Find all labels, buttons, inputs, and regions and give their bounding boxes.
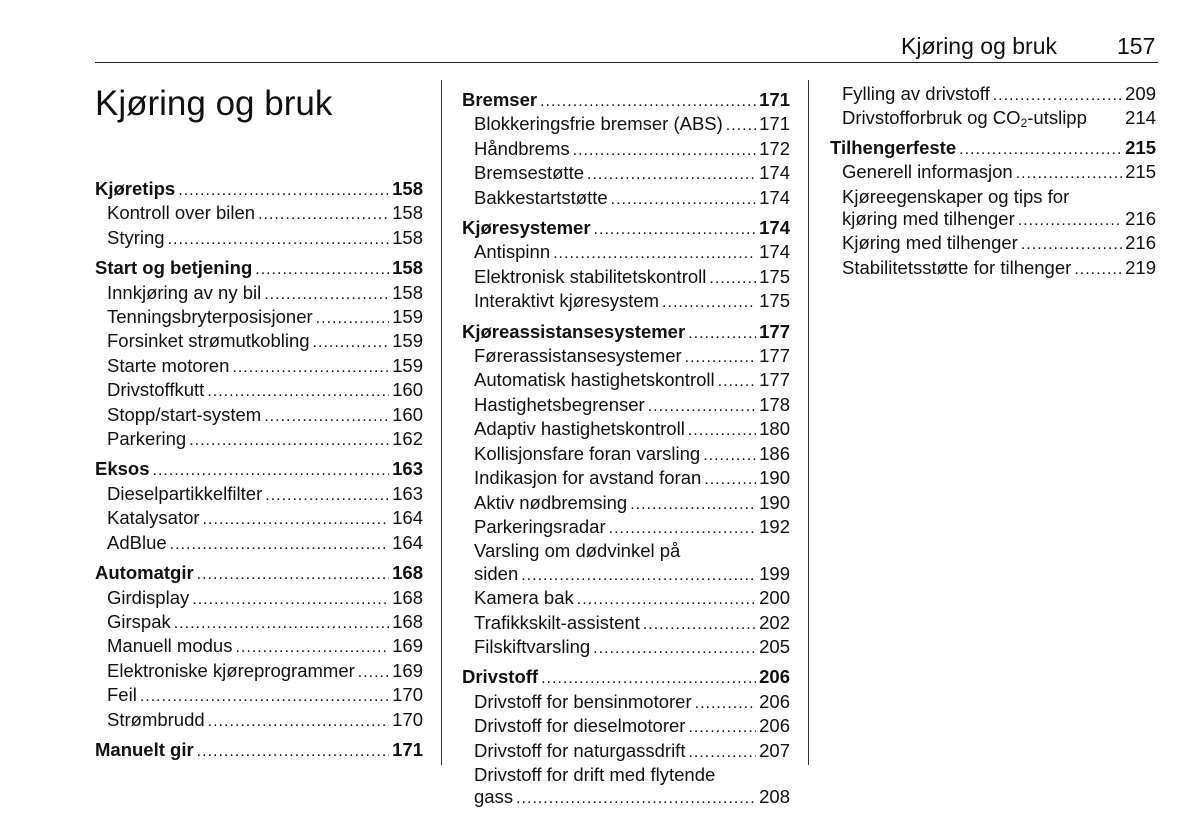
- toc-entry[interactable]: [462, 162, 790, 186]
- toc-entry-page: 171: [759, 113, 790, 135]
- dot-leader: [168, 229, 390, 251]
- toc-section-heading-label: Eksos: [95, 458, 150, 480]
- toc-entry[interactable]: [95, 660, 423, 684]
- toc-entry-label: Generell informasjon: [842, 161, 1013, 183]
- toc-section-heading[interactable]: [462, 321, 790, 345]
- toc-entry-page: 175: [759, 290, 790, 312]
- dot-leader: [718, 371, 757, 393]
- toc-entry-label: Bremsestøtte: [474, 162, 584, 184]
- toc-entry[interactable]: [95, 330, 423, 354]
- toc-entry-label: Varsling om dødvinkel på: [474, 540, 681, 562]
- toc-entry-label: Forsinket strømutkobling: [107, 330, 310, 352]
- toc-entry[interactable]: [830, 232, 1156, 256]
- dot-leader: [688, 420, 756, 442]
- toc-entry-label: Styring: [107, 226, 165, 248]
- toc-entry[interactable]: [95, 611, 423, 635]
- dot-leader: [258, 204, 389, 226]
- toc-entry-page: 159: [392, 306, 423, 328]
- dot-leader: [611, 189, 756, 211]
- toc-entry-page: 219: [1125, 256, 1156, 278]
- toc-entry-page: 174: [759, 162, 790, 184]
- toc-entry-page: 200: [759, 587, 790, 609]
- toc-entry-continuation[interactable]: [462, 786, 790, 810]
- toc-entry[interactable]: [462, 516, 790, 540]
- toc-section: [95, 739, 423, 763]
- toc-entry[interactable]: [95, 587, 423, 611]
- dot-leader: [140, 686, 389, 708]
- toc-section-heading-label: Tilhengerfeste: [830, 136, 957, 158]
- toc-column-1: [95, 178, 423, 769]
- dot-leader: [208, 711, 389, 733]
- dot-leader: [553, 243, 756, 265]
- toc-section: [95, 562, 423, 733]
- toc-entry-label: Strømbrudd: [107, 708, 205, 730]
- toc-entry-page: 178: [759, 393, 790, 415]
- dot-leader: [594, 219, 757, 241]
- toc-column-3: [830, 83, 1156, 287]
- toc-entry-page: 216: [1125, 232, 1156, 254]
- toc-entry-page: 205: [759, 635, 790, 657]
- toc-entry-label: Innkjøring av ny bil: [107, 281, 262, 303]
- toc-entry-page: 168: [392, 586, 423, 608]
- toc-section-heading[interactable]: [830, 137, 1156, 161]
- running-header-page-number: 157: [1117, 33, 1156, 59]
- dot-leader: [235, 637, 389, 659]
- toc-entry-page: 190: [759, 491, 790, 513]
- toc-entry-page: 207: [759, 739, 790, 761]
- toc-entry-label: Drivstofforbruk og $CO_2$-utslipp: [842, 107, 1087, 131]
- toc-entry[interactable]: [462, 394, 790, 418]
- toc-section-heading-page: 158: [392, 178, 423, 199]
- toc-section-heading[interactable]: [462, 89, 790, 113]
- toc-section: [462, 89, 790, 211]
- toc-section-heading-page: 163: [392, 458, 423, 480]
- toc-entry[interactable]: [462, 715, 790, 739]
- toc-entry-page: 164: [392, 507, 423, 529]
- toc-entry-continuation-page: 216: [1125, 208, 1156, 230]
- dot-leader: [630, 494, 756, 516]
- dot-leader: [192, 589, 389, 611]
- dot-leader: [704, 469, 756, 491]
- dot-leader: [593, 638, 756, 660]
- toc-entry[interactable]: [830, 186, 1156, 233]
- toc-section-heading-page: 171: [759, 89, 790, 110]
- toc-section: [462, 217, 790, 315]
- toc-entry[interactable]: [95, 202, 423, 226]
- dot-leader: [264, 406, 389, 428]
- column-divider: [808, 80, 809, 765]
- dot-leader: [688, 323, 756, 345]
- dot-leader: [540, 91, 756, 113]
- toc-entry-page: 169: [392, 635, 423, 657]
- toc-entry[interactable]: [462, 612, 790, 636]
- toc-entry-page: 170: [392, 684, 423, 706]
- toc-section-heading-page: 168: [392, 562, 423, 584]
- dot-leader: [726, 115, 756, 137]
- dot-leader: [170, 534, 389, 556]
- dot-leader: [609, 518, 757, 540]
- toc-section-heading[interactable]: [462, 217, 790, 241]
- toc-entry[interactable]: [95, 227, 423, 251]
- dot-leader: [1016, 163, 1122, 185]
- toc-entry-page: 206: [759, 690, 790, 712]
- toc-entry-page: 160: [392, 379, 423, 401]
- toc-entry-page: 174: [759, 241, 790, 263]
- dot-leader: [1018, 210, 1122, 232]
- toc-entry-label: Kollisjonsfare foran varsling: [474, 442, 701, 464]
- toc-section-heading-label: Drivstoff: [462, 666, 539, 688]
- toc-entry-label: Trafikkskilt-assistent: [474, 611, 640, 633]
- toc-section-heading[interactable]: [462, 666, 790, 690]
- dot-leader: [688, 742, 756, 764]
- toc-entry-page: 158: [392, 281, 423, 303]
- toc-entry-page: 163: [392, 482, 423, 504]
- toc-entry-label: Parkeringsradar: [474, 515, 606, 537]
- toc-entry-label: Fylling av drivstoff: [842, 83, 990, 104]
- toc-entry-label: Drivstoff for dieselmotorer: [474, 715, 686, 737]
- dot-leader: [1021, 234, 1122, 256]
- toc-section-heading-label: Kjøresystemer: [462, 217, 591, 239]
- toc-section-heading-label: Manuelt gir: [95, 738, 194, 760]
- toc-entry-label: Antispinn: [474, 241, 551, 263]
- toc-section-heading-page: 171: [392, 738, 423, 760]
- dot-leader: [358, 662, 389, 684]
- toc-entry[interactable]: [462, 740, 790, 764]
- dot-leader: [643, 614, 756, 636]
- toc-entry-page: 214: [1125, 107, 1156, 129]
- toc-entry[interactable]: [462, 345, 790, 369]
- toc-section-heading-label: Automatgir: [95, 562, 194, 584]
- toc-section: [95, 178, 423, 251]
- toc-section-heading-label: Kjøreassistansesystemer: [462, 320, 686, 342]
- toc-entry-label: Katalysator: [107, 507, 200, 529]
- toc-section: [95, 458, 423, 556]
- toc-entry[interactable]: [462, 764, 790, 811]
- toc-entry-page: 202: [759, 611, 790, 633]
- toc-entry-label: AdBlue: [107, 531, 167, 553]
- toc-entry[interactable]: [830, 107, 1156, 131]
- dot-leader: [685, 347, 756, 369]
- dot-leader: [197, 564, 389, 586]
- toc-entry-label: Girdisplay: [107, 586, 190, 608]
- toc-entry-page: 172: [759, 137, 790, 159]
- toc-entry[interactable]: [95, 355, 423, 379]
- toc-entry[interactable]: [95, 483, 423, 507]
- toc-entry[interactable]: [462, 187, 790, 211]
- toc-entry-label: Indikasjon for avstand foran: [474, 467, 702, 489]
- toc-entry[interactable]: [830, 161, 1156, 185]
- dot-leader: [255, 259, 389, 281]
- toc-entry[interactable]: [462, 492, 790, 516]
- toc-entry-label: Drivstoffkutt: [107, 379, 205, 401]
- dot-leader: [662, 292, 756, 314]
- column-divider: [441, 80, 442, 765]
- toc-entry-label: Starte motoren: [107, 354, 230, 376]
- toc-entry-page: 209: [1125, 83, 1156, 104]
- dot-leader: [189, 430, 389, 452]
- toc-entry-continuation-label: gass: [474, 786, 514, 808]
- toc-entry[interactable]: [95, 507, 423, 531]
- toc-entry-label: Kontroll over bilen: [107, 202, 256, 224]
- toc-entry-label: Aktiv nødbremsing: [474, 491, 628, 513]
- toc-entry-label: Drivstoff for drift med flytende: [474, 763, 716, 785]
- toc-section-heading-label: Start og betjening: [95, 257, 253, 279]
- dot-leader: [959, 139, 1122, 161]
- toc-entry-page: 169: [392, 659, 423, 681]
- toc-entry[interactable]: [462, 691, 790, 715]
- toc-entry-label: Filskiftvarsling: [474, 635, 591, 657]
- toc-entry[interactable]: [462, 540, 790, 587]
- toc-entry[interactable]: [462, 369, 790, 393]
- toc-entry[interactable]: [462, 636, 790, 660]
- toc-section-heading[interactable]: [95, 739, 423, 763]
- toc-entry[interactable]: [462, 241, 790, 265]
- dot-leader: [709, 268, 756, 290]
- toc-entry-label: Stopp/start-system: [107, 403, 262, 425]
- toc-entry-label: Manuell modus: [107, 635, 233, 657]
- dot-leader: [541, 668, 756, 690]
- dot-leader: [573, 140, 756, 162]
- toc-entry-label: Drivstoff for bensinmotorer: [474, 690, 692, 712]
- toc-entry-continuation-page: 199: [759, 562, 790, 584]
- toc-entry-label: Elektronisk stabilitetskontroll: [474, 265, 707, 287]
- toc-entry[interactable]: [462, 290, 790, 314]
- dot-leader: [688, 717, 756, 739]
- toc-entry-continuation[interactable]: [462, 563, 790, 587]
- toc-section-heading[interactable]: [95, 458, 423, 482]
- toc-entry[interactable]: [462, 467, 790, 491]
- dot-leader: [648, 396, 756, 418]
- dot-leader: [178, 180, 389, 202]
- toc-entry-label: Tenningsbryterposisjoner: [107, 306, 313, 328]
- toc-entry-label: Førerassistansesystemer: [474, 345, 682, 367]
- dot-leader: [232, 357, 389, 379]
- toc-entry[interactable]: [462, 587, 790, 611]
- toc-entry[interactable]: [462, 113, 790, 137]
- toc-entry-label: Håndbrems: [474, 137, 570, 159]
- toc-entry-continuation-label: kjøring med tilhenger: [842, 208, 1015, 230]
- toc-entry[interactable]: [95, 379, 423, 403]
- toc-entry-page: 186: [759, 442, 790, 464]
- toc-entry[interactable]: [830, 257, 1156, 281]
- page-title: Kjøring og bruk: [95, 84, 333, 123]
- toc-entry-label: Interaktivt kjøresystem: [474, 290, 660, 312]
- dot-leader: [265, 485, 389, 507]
- toc-section-heading-label: Bremser: [462, 89, 538, 110]
- toc-entry-page: 175: [759, 265, 790, 287]
- toc-entry-label: Hastighetsbegrenser: [474, 393, 645, 415]
- toc-entry[interactable]: [95, 306, 423, 330]
- toc-section-heading[interactable]: [95, 178, 423, 202]
- toc-entry-label: Girspak: [107, 610, 171, 632]
- toc-entry[interactable]: [95, 404, 423, 428]
- toc-section: [95, 257, 423, 452]
- toc-section-heading[interactable]: [95, 562, 423, 586]
- toc-entry-page: 177: [759, 369, 790, 391]
- toc-entry[interactable]: [462, 418, 790, 442]
- toc-entry-page: 174: [759, 186, 790, 208]
- dot-leader: [1074, 259, 1122, 281]
- toc-entry-page: 180: [759, 418, 790, 440]
- toc-entry-continuation[interactable]: [830, 208, 1156, 232]
- toc-section: [462, 666, 790, 810]
- toc-entry-page: 206: [759, 715, 790, 737]
- toc-entry[interactable]: [95, 532, 423, 556]
- dot-leader: [521, 565, 756, 587]
- toc-entry-page: 215: [1125, 161, 1156, 183]
- toc-entry-page: 159: [392, 330, 423, 352]
- toc-column-2: [462, 89, 790, 817]
- toc-entry-page: 170: [392, 708, 423, 730]
- toc-entry-label: Bakkestartstøtte: [474, 186, 608, 208]
- toc-entry[interactable]: [95, 709, 423, 733]
- dot-leader: [197, 741, 389, 763]
- toc-entry-continuation-label: siden: [474, 562, 519, 584]
- dot-leader: [316, 308, 389, 330]
- toc-entry[interactable]: [95, 428, 423, 452]
- toc-entry-page: 159: [392, 354, 423, 376]
- toc-entry[interactable]: [462, 443, 790, 467]
- toc-entry-label: Automatisk hastighetskontroll: [474, 369, 715, 391]
- dot-leader: [264, 284, 389, 306]
- toc-entry-page: 177: [759, 345, 790, 367]
- toc-entry-page: 158: [392, 202, 423, 224]
- dot-leader: [587, 164, 756, 186]
- toc-entry-page: 158: [392, 226, 423, 248]
- toc-section-heading-page: 206: [759, 666, 790, 688]
- toc-entry-page: 162: [392, 428, 423, 450]
- toc-entry-label: Feil: [107, 684, 137, 706]
- toc-entry-page: 190: [759, 467, 790, 489]
- toc-section-heading-page: 158: [392, 257, 423, 279]
- dot-leader: [993, 85, 1122, 107]
- dot-leader: [174, 613, 389, 635]
- toc-entry[interactable]: [462, 266, 790, 290]
- toc-entry-page: 192: [759, 515, 790, 537]
- dot-leader: [516, 788, 756, 810]
- dot-leader: [703, 445, 756, 467]
- toc-entry-label: Kamera bak: [474, 587, 574, 609]
- toc-section-heading-page: 215: [1125, 136, 1156, 158]
- dot-leader: [313, 332, 390, 354]
- toc-section-heading[interactable]: [95, 257, 423, 281]
- toc-section-heading-page: 177: [759, 320, 790, 342]
- toc-entry-page: 168: [392, 610, 423, 632]
- toc-entry[interactable]: [95, 282, 423, 306]
- toc-entry[interactable]: [95, 635, 423, 659]
- toc-entry-label: Drivstoff for naturgassdrift: [474, 739, 686, 761]
- toc-entry[interactable]: [830, 83, 1156, 107]
- toc-entry-continuation-page: 208: [759, 786, 790, 808]
- toc-section-heading-page: 174: [759, 217, 790, 239]
- toc-section: [462, 321, 790, 661]
- toc-entry-label: Kjøreegenskaper og tips for: [842, 185, 1070, 207]
- dot-leader: [153, 460, 390, 482]
- toc-entry-label: Elektroniske kjøreprogrammer: [107, 659, 355, 681]
- toc-entry[interactable]: [95, 684, 423, 708]
- running-header-title: Kjøring og bruk: [901, 33, 1057, 59]
- dot-leader: [207, 381, 389, 403]
- toc-entry-page: 164: [392, 531, 423, 553]
- dot-leader: [577, 589, 756, 611]
- dot-leader: [695, 693, 756, 715]
- toc-section-heading-label: Kjøretips: [95, 178, 176, 199]
- toc-entry-label: Parkering: [107, 428, 187, 450]
- toc-entry-label: Adaptiv hastighetskontroll: [474, 418, 685, 440]
- toc-entry-page: 160: [392, 403, 423, 425]
- toc-section: [830, 137, 1156, 281]
- toc-entry-label: Dieselpartikkelfilter: [107, 482, 263, 504]
- header-rule: [95, 62, 1158, 63]
- toc-entry-label: Kjøring med tilhenger: [842, 232, 1018, 254]
- toc-entry[interactable]: [462, 138, 790, 162]
- dot-leader: [203, 509, 390, 531]
- toc-entry-label: Stabilitetsstøtte for tilhenger: [842, 256, 1072, 278]
- toc-entry-label: Blokkeringsfrie bremser (ABS): [474, 113, 723, 135]
